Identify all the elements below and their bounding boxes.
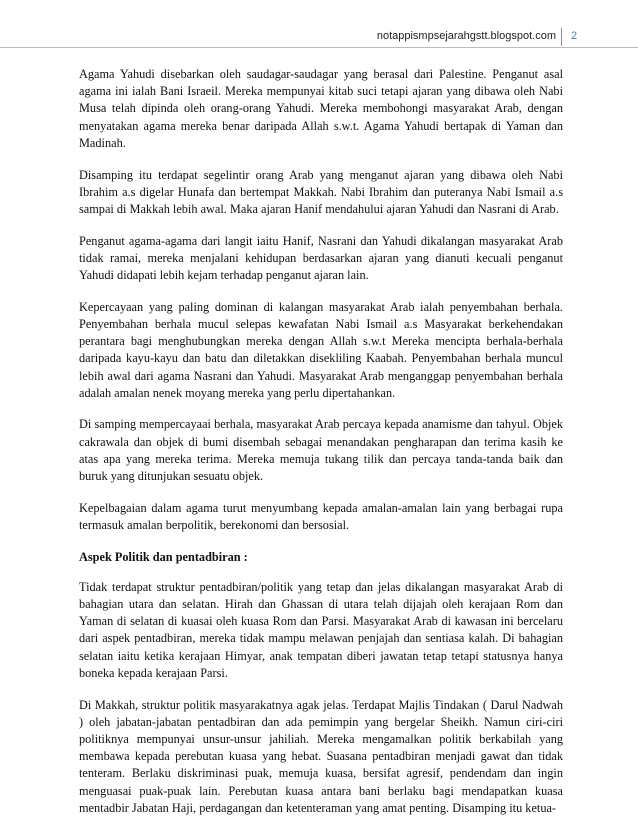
header-divider: [561, 28, 562, 46]
paragraph-penganut: Penganut agama-agama dari langit iaitu Hanif, Nasrani dan Yahudi dikalangan masyarakat Arab tidak ramai, mereka menjalani kehidupan berdasarkan ajaran yang dianuti kecuali penganut Yahudi didapati lebih kejam terhadap penganut ajaran lain.: [79, 233, 563, 283]
paragraph-struktur: Tidak terdapat struktur pentadbiran/politik yang tetap dan jelas dikalangan masyarakat Arab di bahagian utara dan selatan. Hirah dan Ghassan di utara telah dijajah oleh kerajaan Rom dan Yaman di selatan di kuasai oleh kuasa Rom dan Parsi. Masyarakat Arab di kawasan ini bercelaru dari aspek pentadbiran, mereka tidak mampu melawan penjajah dan sentiasa kalah. Di bahagian selatan iaitu ketika kerajaan Himyar, anak tempatan diberi jawatan tetap tetapi statusnya hanya boneka kepada kerajaan Parsi.: [79, 579, 563, 680]
blog-url: notappismpsejarahgstt.blogspot.com: [376, 30, 556, 42]
document-body: [79, 66, 563, 832]
section-heading-politik: Aspek Politik dan pentadbiran :: [79, 549, 248, 564]
paragraph-yahudi: Agama Yahudi disebarkan oleh saudagar-saudagar yang berasal dari Palestine. Penganut asal agama ini ialah Bani Israeil. Mereka mempunyai kitab suci tetapi ajaran yang dibawa oleh Nabi Musa telah dipinda oleh orang-orang Yahudi. Mereka membohongi masyarakat Arab, dengan menyatakan agama mereka benar daripada Allah s.w.t. Agama Yahudi bertapak di Yaman dan Madinah.: [79, 67, 563, 150]
paragraph-anamisme: Di samping mempercayaai berhala, masyarakat Arab percaya kepada anamisme dan tahyul. Objek cakrawala dan objek di bumi disembah sebagai menandakan pengharapan dan terima kasih ke atas apa yang mereka terima. Mereka memuja tukang tilik dan percaya tanda-tanda baik dan buruk yang ditunjukan sesuatu objek.: [79, 417, 563, 484]
paragraph-kepelbagaian: Kepelbagaian dalam agama turut menyumbang kepada amalan-amalan lain yang berbagai rupa termasuk amalan berpolitik, berekonomi dan bersosial.: [79, 500, 563, 532]
page-header: [0, 28, 638, 48]
page-number: 2: [571, 30, 578, 42]
paragraph-hanif: Disamping itu terdapat segelintir orang Arab yang menganut ajaran yang dibawa oleh Nabi Ibrahim a.s digelar Hunafa dan bertempat Makkah. Nabi Ibrahim dan puteranya Nabi Ismail a.s sampai di Makkah lebih awal. Maka ajaran Hanif mendahului ajaran Yahudi dan Nasrani di Arab.: [79, 167, 563, 216]
header-rule: [0, 47, 638, 48]
paragraph-berhala: Kepercayaan yang paling dominan di kalangan masyarakat Arab ialah penyembahan berhala. Penyembahan berhala mucul selepas kewafatan Nabi Ismail a.s Masyarakat berkehendakan perantara bagi menghubungkan mereka dengan Allah s.w.t Mereka mencipta berhala-berhala daripada kayu-kayu dan batu dan diletakkan disekliling Kaabah. Penyembahan berhala muncul lebih awal dari agama Nasrani dan Yahudi. Masyarakat Arab menganggap penyembahan berhala adalah amalan nenek moyang mereka yang perlu dipertahankan.: [79, 299, 563, 400]
paragraph-makkah: Di Makkah, struktur politik masyarakatnya agak jelas. Terdapat Majlis Tindakan ( Darul Nadwah ) oleh jabatan-jabatan pentadbiran dan ada pemimpin yang bergelar Sheikh. Namun ciri-ciri politiknya mempunyai unsur-unsur jahiliah. Mereka mengamalkan politik berkabilah yang membawa kepada perebutan kuasa yang hebat. Suasana pentadbiran menjadi gawat dan tidak tenteram. Berlaku diskriminasi puak, memuja kuasa, bersifat agresif, pendendam dan ingin menguasai puak-puak lain. Perebutan kuasa antara bani berlaku bagi mendapatkan kuasa mentadbir Jabatan Haji, perdagangan dan ketenteraman yang amat penting. Disamping itu ketua-: [79, 697, 563, 815]
